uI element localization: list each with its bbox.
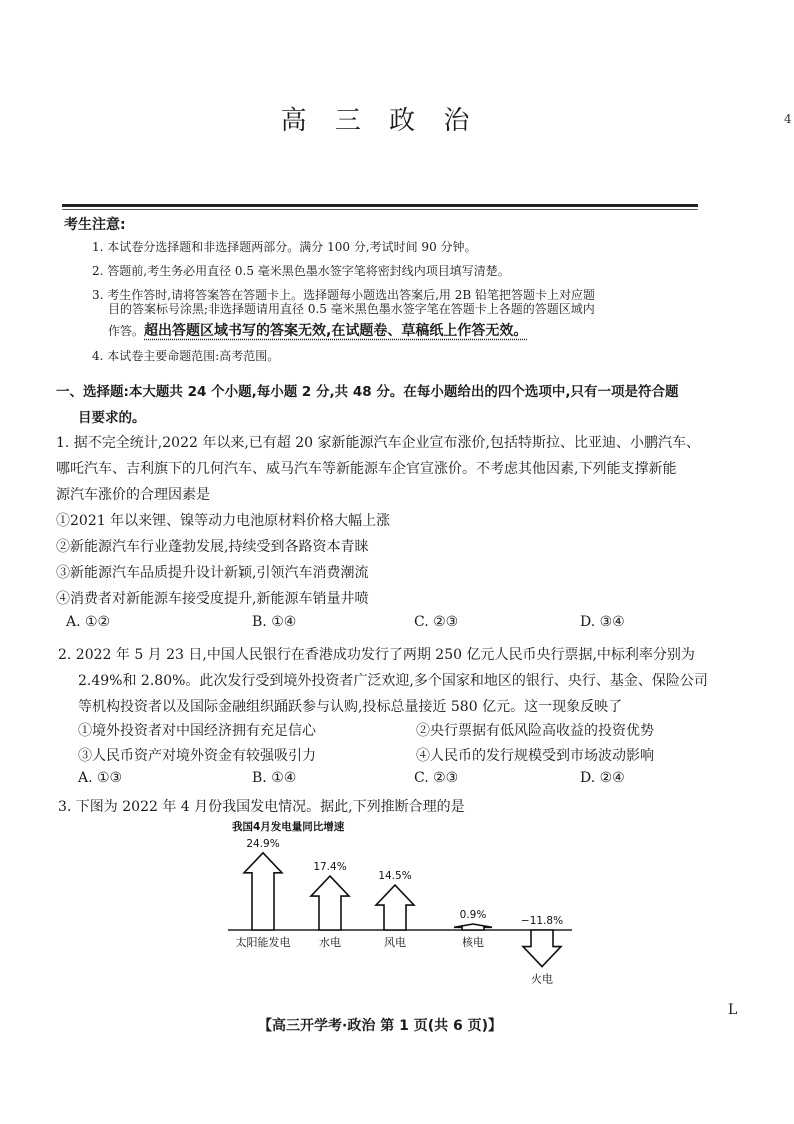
chart-bar (454, 924, 492, 930)
q1-option-a: A. ①② (66, 614, 111, 630)
q1-item: ②新能源汽车行业蓬勃发展,持续受到各路资本青睐 (56, 539, 369, 555)
power-generation-chart (200, 818, 600, 998)
header-rule (62, 204, 698, 207)
corner-mark: 4 (784, 112, 792, 126)
notice-item: 4. 本试卷主要命题范围:高考范围。 (92, 349, 280, 363)
q1-stem: 1. 据不完全统计,2022 年以来,已有超 20 家新能源汽车企业宣布涨价,包括特斯拉、比亚迪、小鹏汽车、 (56, 435, 700, 451)
chart-category-label: 火电 (531, 972, 553, 986)
notice-item: 3. 考生作答时,请将答案答在答题卡上。选择题每小题选出答案后,用 2B 铅笔把答题卡上对应题 (92, 288, 595, 302)
q2-stem: 等机构投资者以及国际金融组织踊跃参与认购,投标总量接近 580 亿元。这一现象反映了 (78, 699, 623, 715)
q2-item: ③人民币资产对境外资金有较强吸引力 (78, 748, 316, 764)
section-heading-cont: 目要求的。 (78, 410, 146, 426)
notice-emphasis: 超出答题区域书写的答案无效,在试题卷、草稿纸上作答无效。 (144, 323, 528, 339)
q1-item: ④消费者对新能源车接受度提升,新能源车销量井喷 (56, 591, 369, 607)
q2-option-c: C. ②③ (414, 770, 459, 786)
corner-label: L (728, 1002, 738, 1018)
chart-category-label: 风电 (384, 936, 406, 949)
chart-title: 我国4月发电量同比增速 (232, 821, 345, 833)
section-heading: 一、选择题:本大题共 24 个小题,每小题 2 分,共 48 分。在每小题给出的四个选项中,只有一项是符合题 (56, 384, 679, 400)
chart-category-label: 水电 (319, 936, 341, 949)
q1-option-d: D. ③④ (580, 614, 625, 630)
q2-stem: 2. 2022 年 5 月 23 日,中国人民银行在香港成功发行了两期 250 亿元人民币央行票据,中标利率分别为 (58, 647, 695, 663)
page-footer: 【高三开学考·政治 第 1 页(共 6 页)】 (258, 1018, 502, 1034)
q2-item: ④人民币的发行规模受到市场波动影响 (416, 748, 654, 764)
q2-item: ①境外投资者对中国经济拥有充足信心 (78, 723, 316, 739)
q1-option-b: B. ①④ (252, 614, 297, 630)
q1-stem: 哪吒汽车、吉利旗下的几何汽车、威马汽车等新能源车企官宣涨价。不考虑其他因素,下列能支撑新能 (56, 461, 677, 477)
chart-value-label: 24.9% (246, 837, 280, 850)
q1-item: ③新能源汽车品质提升设计新颖,引领汽车消费潮流 (56, 565, 369, 581)
q2-option-a: A. ①③ (78, 770, 123, 786)
chart-value-label: 0.9% (459, 909, 487, 921)
chart-value-label: 17.4% (313, 861, 347, 874)
page-title: 高 三 政 治 (280, 106, 480, 136)
chart-value-label: −11.8% (520, 915, 564, 927)
q1-stem: 源汽车涨价的合理因素是 (56, 487, 210, 503)
notice-heading: 考生注意: (64, 217, 126, 233)
chart-bar (523, 930, 561, 967)
notice-item-row (108, 320, 527, 340)
chart-value-label: 14.5% (378, 870, 412, 883)
notice-item: 1. 本试卷分选择题和非选择题两部分。满分 100 分,考试时间 90 分钟。 (92, 240, 477, 254)
chart-bar (244, 853, 282, 930)
chart-category-label: 太阳能发电 (235, 936, 291, 949)
q2-option-b: B. ①④ (252, 770, 297, 786)
q1-option-c: C. ②③ (414, 614, 459, 630)
q3-stem: 3. 下图为 2022 年 4 月份我国发电情况。据此,下列推断合理的是 (58, 799, 465, 815)
q2-stem: 2.49%和 2.80%。此次发行受到境外投资者广泛欢迎,多个国家和地区的银行、央行、基金、保险公司 (78, 673, 708, 689)
notice-item: 2. 答题前,考生务必用直径 0.5 毫米黑色墨水签字笔将密封线内项目填写清楚。 (92, 264, 510, 278)
q1-item: ①2021 年以来锂、镍等动力电池原材料价格大幅上涨 (56, 513, 391, 529)
notice-item: 目的答案标号涂黑;非选择题请用直径 0.5 毫米黑色墨水签字笔在答题卡上各题的答题区域内 (108, 302, 595, 316)
chart-category-label: 核电 (462, 936, 484, 949)
q2-option-d: D. ②④ (580, 770, 625, 786)
chart-bar (311, 876, 349, 930)
header-rule-thin (62, 209, 698, 210)
q2-item: ②央行票据有低风险高收益的投资优势 (416, 723, 654, 739)
notice-item: 作答。 (108, 324, 145, 338)
chart-bar (376, 885, 414, 930)
